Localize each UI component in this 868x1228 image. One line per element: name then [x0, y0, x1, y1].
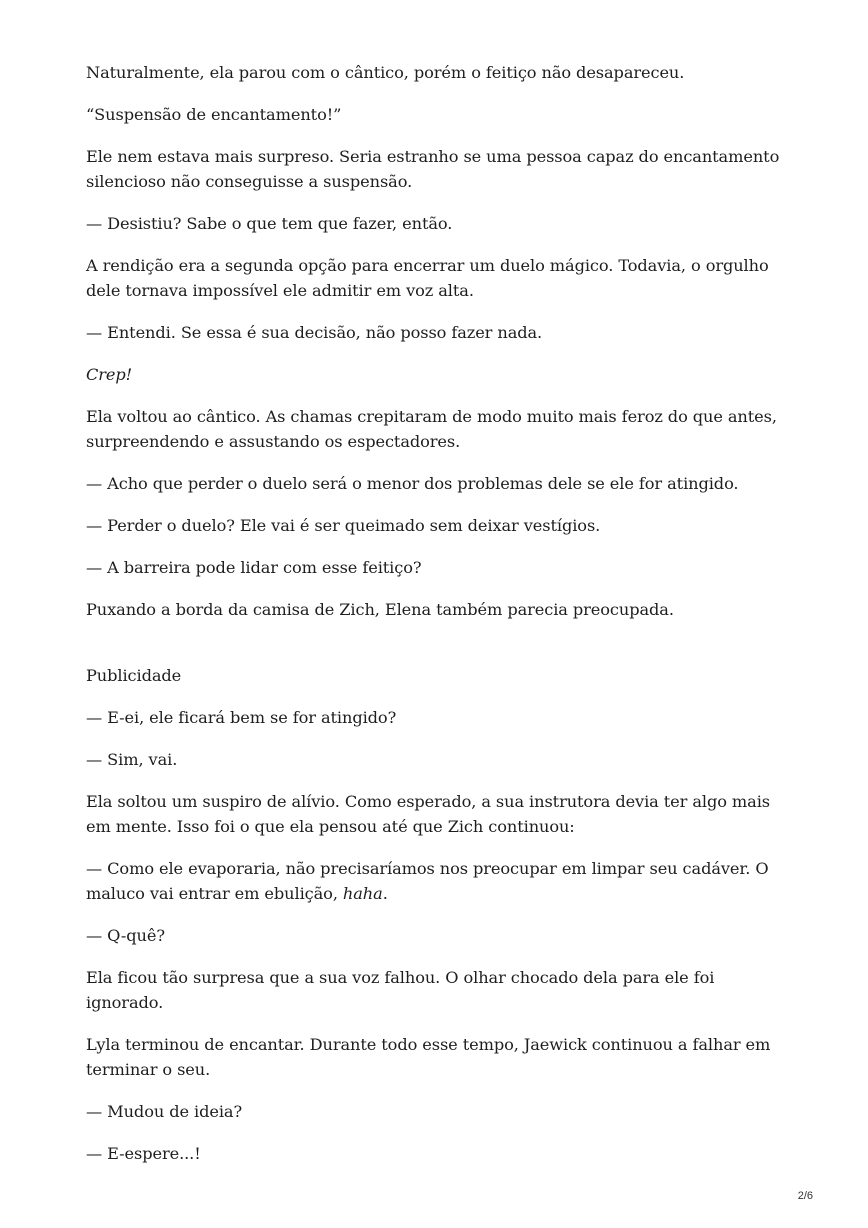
paragraph: — E-espere...! [86, 1144, 201, 1163]
paragraph: — Desistiu? Sabe o que tem que fazer, então. [86, 214, 453, 233]
paragraph: — Perder o duelo? Ele vai é ser queimado sem deixar vestígios. [86, 516, 601, 535]
paragraph: A rendição era a segunda opção para encerrar um duelo mágico. Todavia, o orgulho dele tornava impossível ele admitir em voz alta. [86, 256, 769, 300]
paragraph: Lyla terminou de encantar. Durante todo esse tempo, Jaewick continuou a falhar em terminar o seu. [86, 1035, 771, 1079]
paragraph: “Suspensão de encantamento!” [86, 105, 342, 124]
paragraph: — E-ei, ele ficará bem se for atingido? [86, 708, 397, 727]
paragraph [86, 856, 786, 906]
italic-text: Crep! [86, 365, 133, 384]
paragraph: — Acho que perder o duelo será o menor dos problemas dele se ele for atingido. [86, 474, 739, 493]
paragraph: — Sim, vai. [86, 750, 178, 769]
paragraph: — A barreira pode lidar com esse feitiço? [86, 558, 422, 577]
paragraph: Puxando a borda da camisa de Zich, Elena também parecia preocupada. [86, 600, 674, 619]
paragraph-text: — Como ele evaporaria, não precisaríamos nos preocupar em limpar seu cadáver. O maluco vai entrar em ebulição, [86, 859, 769, 903]
paragraph: Naturalmente, ela parou com o cântico, porém o feitiço não desapareceu. [86, 63, 685, 82]
paragraph: Ele nem estava mais surpreso. Seria estranho se uma pessoa capaz do encantamento silencioso não conseguisse a suspensão. [86, 147, 780, 191]
paragraph-italic [86, 362, 786, 387]
paragraph: — Mudou de ideia? [86, 1102, 243, 1121]
paragraph: — Q-quê? [86, 926, 165, 945]
document-body [86, 60, 786, 1183]
paragraph-text: . [382, 884, 388, 903]
paragraph: Ela soltou um suspiro de alívio. Como esperado, a sua instrutora devia ter algo mais em mente. Isso foi o que ela pensou até que Zich continuou: [86, 792, 771, 836]
page-number: 2/6 [797, 1190, 813, 1202]
italic-text: haha [342, 884, 383, 903]
advertisement-label: Publicidade [86, 666, 182, 685]
paragraph: Ela ficou tão surpresa que a sua voz falhou. O olhar chocado dela para ele foi ignorado. [86, 968, 715, 1012]
paragraph: — Entendi. Se essa é sua decisão, não posso fazer nada. [86, 323, 543, 342]
paragraph: Ela voltou ao cântico. As chamas crepitaram de modo muito mais feroz do que antes, surpreendendo e assustando os espectadores. [86, 407, 777, 451]
